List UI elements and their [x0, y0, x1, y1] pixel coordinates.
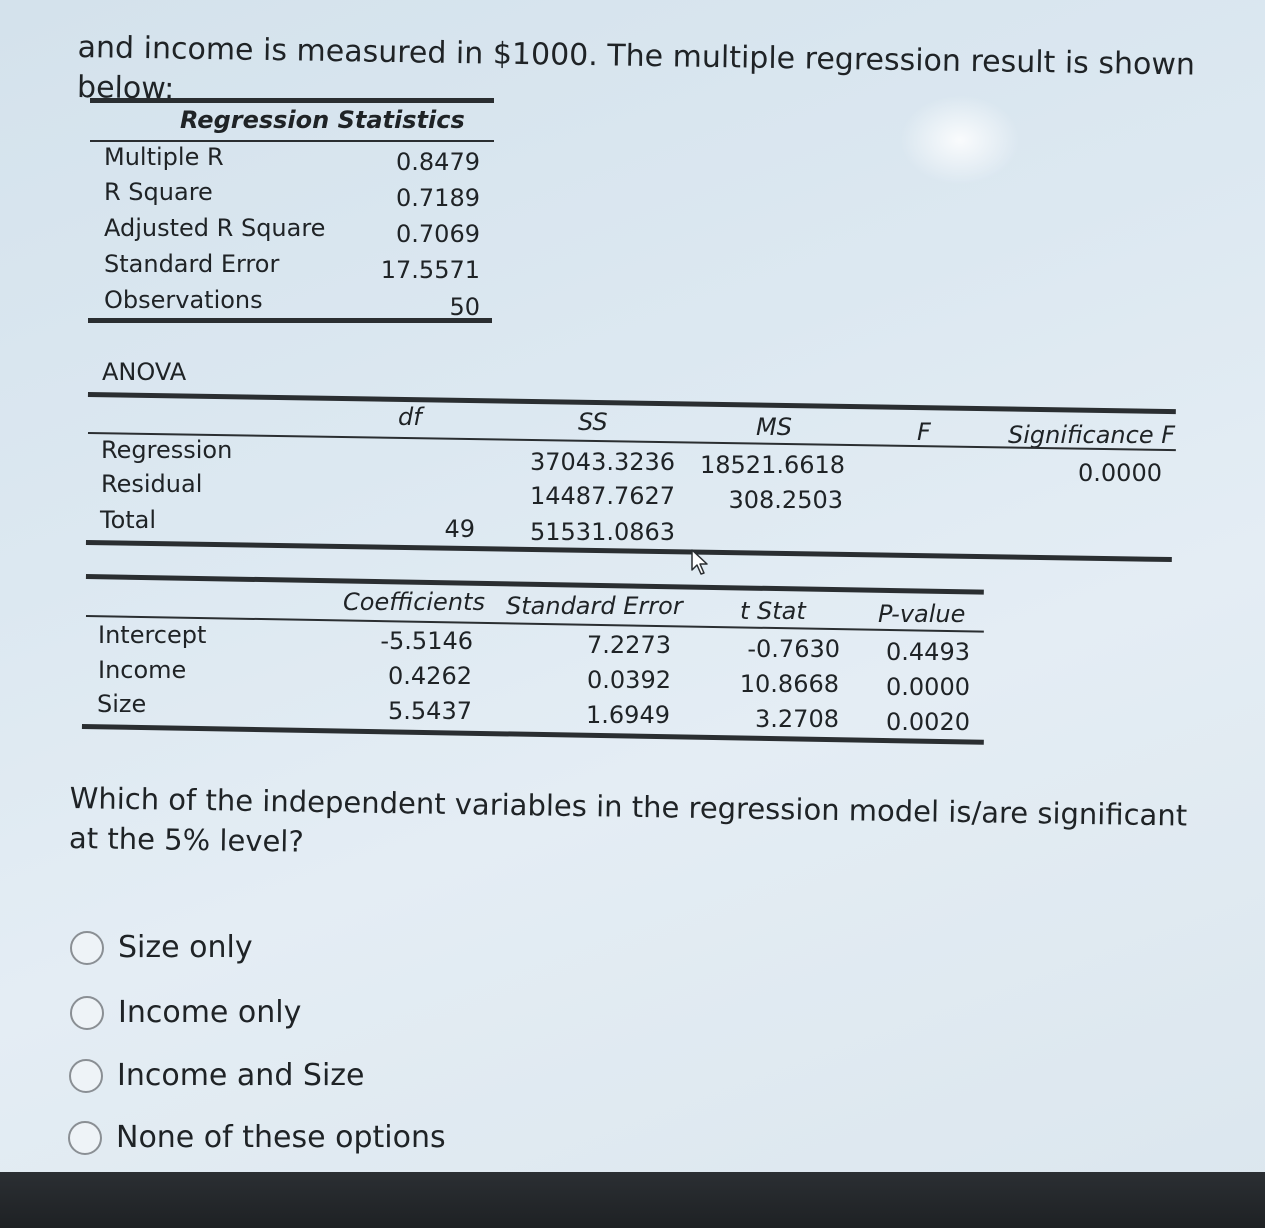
anova-row-label: Residual	[101, 470, 203, 498]
stat-label: Adjusted R Square	[104, 214, 326, 242]
coef-cell-standard-error: 0.0392	[587, 666, 671, 694]
anova-row-label: Total	[100, 506, 157, 534]
table-top-rule	[88, 392, 1176, 414]
table-bottom-rule	[82, 724, 984, 745]
stat-label: Multiple R	[104, 143, 224, 171]
option-none-of-these[interactable]	[68, 1120, 446, 1155]
regression-statistics-title: Regression Statistics	[180, 106, 465, 134]
anova-row-label: Regression	[101, 436, 233, 464]
option-label: None of these options	[116, 1120, 446, 1155]
coef-cell-coefficient: 5.5437	[388, 697, 472, 725]
radio-button[interactable]	[70, 996, 104, 1030]
coef-header-p-value: P-value	[878, 600, 966, 628]
option-income-and-size[interactable]	[69, 1058, 365, 1093]
coef-cell-p-value: 0.0000	[886, 673, 970, 701]
stat-value: 17.5571	[380, 256, 480, 284]
option-label: Income only	[118, 995, 302, 1030]
anova-header-ms: MS	[756, 413, 792, 441]
stat-label: R Square	[104, 178, 213, 206]
stat-label: Standard Error	[104, 250, 280, 278]
monitor-bezel	[0, 1172, 1265, 1228]
option-income-only[interactable]	[70, 995, 301, 1030]
anova-cell-df: 49	[444, 515, 475, 543]
stat-value: 50	[449, 293, 480, 321]
anova-cell-ms: 308.2503	[728, 486, 843, 514]
mouse-cursor-icon	[690, 548, 710, 576]
stat-label: Observations	[104, 286, 263, 314]
radio-button[interactable]	[70, 931, 104, 965]
table-bottom-rule	[88, 318, 492, 323]
radio-button[interactable]	[69, 1059, 103, 1093]
anova-cell-ms: 18521.6618	[700, 451, 846, 479]
coef-cell-standard-error: 7.2273	[587, 631, 671, 659]
coef-cell-coefficient: 0.4262	[388, 662, 472, 690]
coef-header-coefficients: Coefficients	[343, 588, 485, 616]
question-text: Which of the independent variables in the regression model is/are significant at the 5% level?	[68, 780, 1188, 859]
coef-row-label: Income	[98, 656, 187, 684]
coef-header-standard-error: Standard Error	[506, 592, 683, 620]
option-label: Size only	[118, 930, 253, 965]
intro-text: and income is measured in $1000. The multiple regression result is shown below:	[76, 29, 1196, 107]
anova-header-df: df	[398, 403, 422, 431]
option-size-only[interactable]	[70, 930, 253, 965]
coef-cell-standard-error: 1.6949	[586, 701, 670, 729]
table-header-rule	[86, 615, 984, 633]
coef-cell-t-stat: 3.2708	[755, 705, 839, 733]
anova-label: ANOVA	[102, 358, 187, 386]
coef-row-label: Intercept	[98, 621, 207, 649]
coef-cell-t-stat: -0.7630	[747, 635, 840, 663]
table-header-rule	[90, 140, 494, 142]
coef-header-t-stat: t Stat	[740, 597, 806, 625]
anova-cell-ss: 51531.0863	[530, 518, 676, 546]
anova-header-f: F	[917, 418, 931, 446]
anova-header-ss: SS	[578, 408, 608, 436]
coef-cell-p-value: 0.4493	[886, 638, 970, 666]
table-top-rule	[86, 574, 984, 595]
stat-value: 0.8479	[396, 148, 480, 176]
coef-row-label: Size	[97, 690, 147, 718]
anova-cell-ss: 37043.3236	[530, 448, 676, 476]
coef-cell-p-value: 0.0020	[886, 708, 970, 736]
option-label: Income and Size	[117, 1058, 365, 1093]
coef-cell-coefficient: -5.5146	[380, 627, 473, 655]
anova-cell-ss: 14487.7627	[530, 482, 676, 510]
anova-cell-significance: 0.0000	[1078, 459, 1162, 487]
anova-header-significance-f: Significance F	[1008, 421, 1176, 449]
coef-cell-t-stat: 10.8668	[739, 670, 839, 698]
table-bottom-rule	[86, 540, 1172, 562]
stat-value: 0.7189	[396, 184, 480, 212]
stat-value: 0.7069	[396, 220, 480, 248]
radio-button[interactable]	[68, 1121, 102, 1155]
table-header-rule	[88, 432, 1176, 451]
